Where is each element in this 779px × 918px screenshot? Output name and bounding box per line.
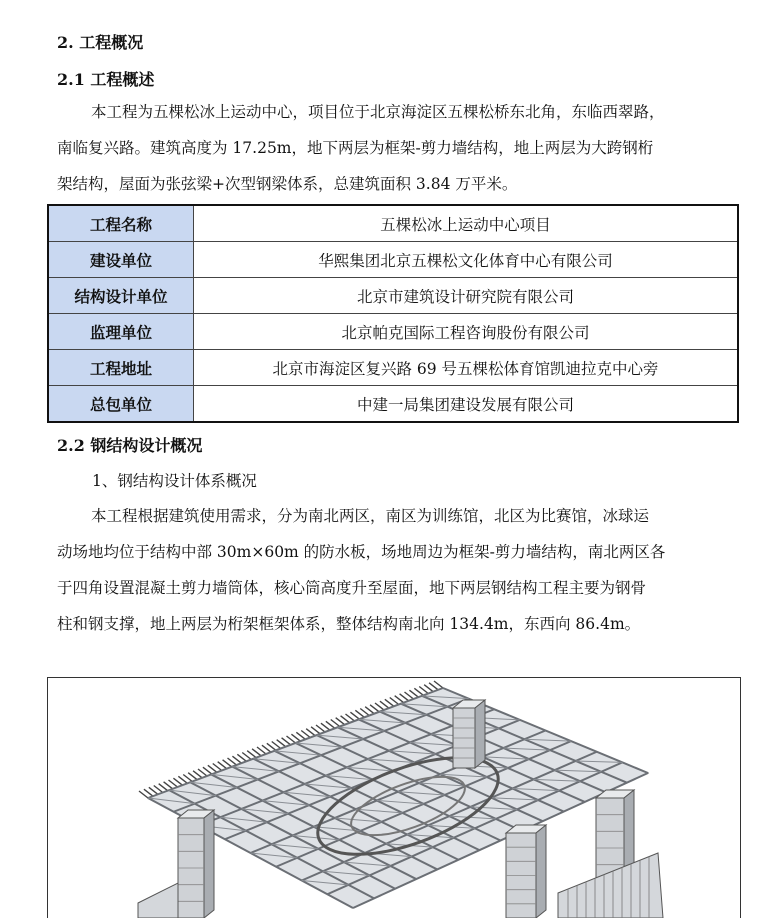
steel-line-3: 于四角设置混凝土剪力墙筒体，核心筒高度升至屋面，地下两层钢结构工程主要为钢骨 xyxy=(57,579,647,597)
overview-line-1: 本工程为五棵松冰上运动中心，项目位于北京海淀区五棵松桥东北角，东临西翠路， xyxy=(91,103,665,121)
steel-line-4: 柱和钢支撑，地上两层为桁架框架体系，整体结构南北向 134.4m，东西向 86.4m。 xyxy=(57,615,641,633)
overview-line-3: 架结构，屋面为张弦梁+次型钢梁体系，总建筑面积 3.84 万平米。 xyxy=(57,175,518,193)
steel-line-2: 动场地均位于结构中部 30m×60m 的防水板，场地周边为框架-剪力墙结构，南北两区各 xyxy=(57,543,666,561)
info-label: 结构设计单位 xyxy=(48,278,194,314)
info-row xyxy=(48,350,738,386)
info-value: 华熙集团北京五棵松文化体育中心有限公司 xyxy=(194,242,739,278)
steel-system-subtitle: 1、钢结构设计体系概况 xyxy=(92,472,257,490)
info-label: 监理单位 xyxy=(48,314,194,350)
steel-structure-figure xyxy=(47,677,741,918)
info-row xyxy=(48,205,738,242)
section-title: 2. 工程概况 xyxy=(57,33,144,52)
steel-line-1: 本工程根据建筑使用需求，分为南北两区，南区为训练馆，北区为比赛馆，冰球运 xyxy=(91,507,650,525)
subsection-title-overview: 2.1 工程概述 xyxy=(57,70,155,89)
info-label: 总包单位 xyxy=(48,386,194,423)
steel-structure-model-icon xyxy=(48,678,740,918)
info-value: 五棵松冰上运动中心项目 xyxy=(194,205,739,242)
overview-paragraph xyxy=(57,94,747,202)
info-row xyxy=(48,278,738,314)
info-value: 北京市建筑设计研究院有限公司 xyxy=(194,278,739,314)
info-row xyxy=(48,314,738,350)
info-row xyxy=(48,242,738,278)
overview-line-2: 南临复兴路。建筑高度为 17.25m，地下两层为框架-剪力墙结构，地上两层为大跨钢桁 xyxy=(57,139,654,157)
subsection-title-steel: 2.2 钢结构设计概况 xyxy=(57,436,203,455)
info-row xyxy=(48,386,738,423)
info-label: 建设单位 xyxy=(48,242,194,278)
steel-paragraph xyxy=(57,498,747,642)
info-label: 工程名称 xyxy=(48,205,194,242)
info-value: 中建一局集团建设发展有限公司 xyxy=(194,386,739,423)
project-info-table xyxy=(47,204,739,423)
info-value: 北京市海淀区复兴路 69 号五棵松体育馆凯迪拉克中心旁 xyxy=(194,350,739,386)
info-label: 工程地址 xyxy=(48,350,194,386)
info-value: 北京帕克国际工程咨询股份有限公司 xyxy=(194,314,739,350)
